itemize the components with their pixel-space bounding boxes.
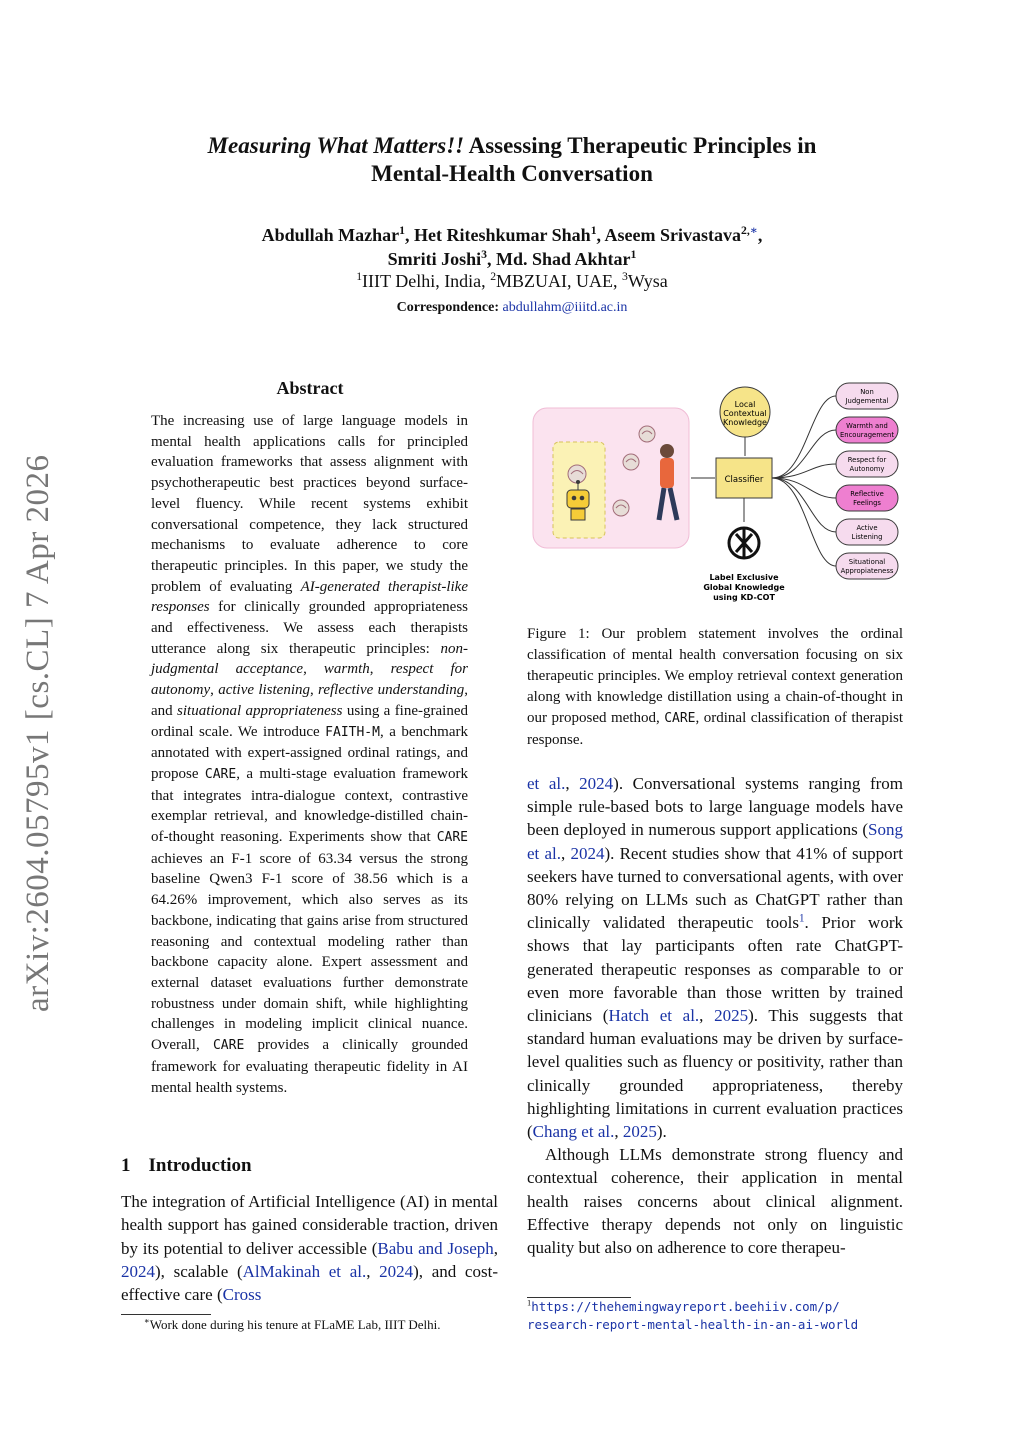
- abstract-text: provides a clinically grounded framework for evaluating therapeutic fidelity in AI mental health systems.: [151, 1037, 468, 1096]
- author-name: Smriti Joshi: [387, 249, 482, 269]
- abstract-text: ,: [310, 682, 319, 699]
- body-text: ).: [656, 1122, 667, 1142]
- paragraph: [527, 772, 903, 1143]
- abstract-mono: FAITH-M: [325, 724, 380, 740]
- paper-title: [0, 132, 1024, 188]
- label-pill-text: Reflective: [850, 490, 884, 498]
- body-text: Although LLMs demonstrate strong fluency and contextual coherence, their application in mental health raises concerns about clinical alignment. Effective therapy depends not only on linguistic quality but also on adherence to core therapeu-: [527, 1145, 903, 1258]
- affil-text: IIIT Delhi, India,: [362, 271, 491, 291]
- author-affil-sup-num: 2,: [741, 224, 750, 237]
- abstract-mono: CARE: [204, 766, 237, 782]
- footnote-url: [527, 1298, 858, 1334]
- footnote-mark: 1: [527, 1297, 532, 1308]
- intro-text: ,: [366, 1261, 380, 1281]
- author-list: Abdullah Mazhar$^1$, Het Riteshkumar Shah$^1$, Aseem Srivastava$^{2,∗}$, Smriti Joshi$^3$, Md. Shad Akhtar$^1$: [261, 224, 763, 269]
- title-italic: Measuring What Matters!!: [207, 133, 465, 158]
- label-pill: [836, 383, 898, 409]
- title-line1: Assessing Therapeutic Principles in: [464, 133, 817, 158]
- author-affil-sup: 1: [630, 248, 637, 261]
- abstract-text: ,: [369, 661, 391, 678]
- brain-icon: [613, 500, 629, 516]
- footnote-text: Work done during his tenure at FLaME Lab, IIIT Delhi.: [149, 1317, 441, 1332]
- local-label-line3: Knowledge: [723, 418, 767, 427]
- label-pill-text: Warmth and: [846, 422, 888, 430]
- footnote-mark: ∗: [144, 1315, 150, 1326]
- body-text: ). Recent studies show that 41% of support seekers have turned to conversational agents, with over 80% relying on LLMs such as ChatGPT rather than clinically validated therapeutic tools: [527, 843, 903, 933]
- affiliations: [0, 270, 1024, 292]
- abstract-body: [151, 411, 468, 1098]
- label-pill: [836, 417, 898, 443]
- abstract-italic: warmth: [323, 661, 370, 678]
- abstract-italic: reflective understanding: [318, 682, 465, 699]
- label-pill: [836, 519, 898, 545]
- correspondence-label: Correspondence:: [396, 300, 500, 315]
- figure-1-diagram: [531, 378, 903, 608]
- author-affil-sup: 3: [481, 248, 487, 261]
- author-affil-sup: 1: [399, 224, 405, 237]
- brain-icon: [623, 454, 639, 470]
- abstract-italic: situational appropriateness: [177, 702, 343, 719]
- paragraph: [527, 1143, 903, 1259]
- abstract-heading: Abstract: [276, 378, 344, 398]
- label-pill-text: Listening: [851, 533, 883, 541]
- body-text: ). Conversational systems ranging from simple rule-based bots to large language models have been deployed in numerous support applications (: [527, 774, 904, 840]
- citation-link[interactable]: 2024: [570, 843, 605, 863]
- label-connector: [772, 478, 836, 566]
- author-name: Md. Shad Akhtar: [495, 249, 631, 269]
- intro-text: ,: [493, 1238, 498, 1258]
- footnote-ref-link[interactable]: 1: [799, 912, 805, 925]
- abstract-italic: active listening: [218, 682, 310, 699]
- correspondence: [0, 299, 1024, 317]
- citation-link[interactable]: 2025: [622, 1122, 657, 1142]
- footnote-work-done: [144, 1316, 441, 1334]
- affil-text: Wysa: [627, 271, 668, 291]
- intro-text: The integration of Artificial Intelligence (AI) in mental health support has gained considerable traction, driven by its potential to deliver accessible (: [121, 1192, 498, 1258]
- abstract-text: , a benchmark annotated with expert-assigned ordinal ratings, and propose: [151, 723, 468, 782]
- abstract-text: , and: [151, 682, 468, 719]
- author-name: Aseem Srivastava: [604, 225, 742, 245]
- label-connector: [772, 396, 836, 478]
- label-pill: [836, 553, 898, 579]
- citation-link[interactable]: 2025: [714, 1006, 749, 1026]
- intro-text: ), scalable (: [155, 1261, 243, 1281]
- abstract-text: ,: [303, 661, 324, 678]
- global-label-line1: Label Exclusive: [709, 573, 779, 582]
- author-name: Abdullah Mazhar: [261, 225, 400, 245]
- footnote-divider: [121, 1314, 211, 1315]
- global-label-line2: Global Knowledge: [703, 583, 785, 592]
- section-number: 1: [121, 1155, 131, 1176]
- citation-link[interactable]: 2024: [579, 774, 614, 793]
- footnote-url-link[interactable]: research-report-mental-health-in-an-ai-world: [527, 1317, 859, 1332]
- abstract-text: using a fine-grained ordinal scale. We introduce: [151, 702, 468, 740]
- label-pill-text: Judgemental: [845, 397, 889, 405]
- local-label-line2: Contextual: [723, 409, 767, 418]
- body-text: ,: [565, 774, 580, 793]
- label-pill: [836, 485, 898, 511]
- abstract-italic: AI-generated therapist-like responses: [151, 578, 468, 616]
- brain-icon: [639, 426, 655, 442]
- author-affil-sup: [741, 224, 758, 237]
- abstract-mono: CARE: [436, 830, 468, 846]
- label-pill-group: [772, 383, 898, 579]
- abstract-italic: non-judgmental acceptance: [151, 640, 468, 678]
- label-pill-text: Situational: [848, 558, 886, 566]
- local-label-line1: Local: [734, 400, 756, 409]
- body-text: ). This suggests that standard human evaluations may be driven by surface-level qualities such as fluency or positivity, rather than clinically grounded appropriateness, thereby highlighting limitations in current evaluation practices (: [527, 1006, 904, 1142]
- caption-text: , ordinal classification of therapist response.: [527, 709, 903, 748]
- citation-link[interactable]: 2024: [121, 1261, 155, 1281]
- openai-logo-icon: [729, 528, 759, 558]
- intro-paragraph: [121, 1190, 498, 1306]
- citation-link[interactable]: Chang et al.: [532, 1122, 615, 1142]
- abstract-text: , a multi-stage evaluation framework that integrates intra-dialogue context, contrastive exemplar retrieval, and knowledge-distilled chain-of-thought reasoning. Experiments show that: [151, 765, 469, 846]
- abstract-italic: respect for autonomy: [151, 661, 468, 699]
- abstract-text: ,: [210, 682, 219, 699]
- caption-mono: CARE: [664, 710, 696, 726]
- abstract-text: The increasing use of large language models in mental health applications calls for principled evaluation frameworks that assess alignment with psychotherapeutic best practices beyond surface-level fluency. While recent systems exhibit conversational competence, they lack structured mechanisms to evaluate adherence to core therapeutic principles. In this paper, we study the problem of evaluating: [151, 413, 468, 595]
- author-affil-sup: 1: [590, 224, 597, 237]
- intro-text: ), and cost-effective care (: [121, 1261, 498, 1305]
- classifier-label: Classifier: [724, 475, 764, 485]
- label-pill-text: Autonomy: [849, 465, 885, 473]
- footnote-star-link[interactable]: ∗: [749, 224, 758, 237]
- section-heading-introduction: [121, 1155, 270, 1177]
- affil-sup: 1: [356, 270, 363, 283]
- citation-link[interactable]: 2024: [379, 1261, 414, 1281]
- figure-1-caption: [527, 624, 903, 750]
- affil-sup: 2: [490, 270, 497, 283]
- correspondence-email-link[interactable]: abdullahm@iiitd.ac.in: [502, 300, 628, 315]
- label-pill-text: Encouragement: [839, 431, 895, 439]
- abstract-text: achieves an F-1 score of 63.34 versus the strong baseline Qwen3 F-1 score of 38.56 which is a 64.26% improvement, which also serves as its backbone, indicating that gains arise from structured reasoning and contextual modeling rather than backbone capacity alone. Expert assessment and external dataset evaluations further demonstrate robustness under domain shift, while highlighting challenges in modeling implicit clinical nuance. Overall,: [151, 850, 468, 1054]
- label-pill-text: Active: [856, 524, 878, 532]
- caption-text: Figure 1: Our problem statement involves the ordinal classification of mental health conversation focusing on six therapeutic principles. We employ retrieval context generation along with knowledge distillation using a chain-of-thought in our proposed method,: [527, 626, 903, 726]
- label-pill-text: Appropiateness: [840, 567, 894, 575]
- label-pill-text: Non: [860, 388, 874, 396]
- global-label-line3: using KD-COT: [713, 593, 775, 602]
- citation-link[interactable]: et al.: [527, 774, 566, 793]
- section-title: Introduction: [148, 1155, 252, 1176]
- label-pill-text: Respect for: [847, 456, 887, 464]
- footnote-url-link[interactable]: https://thehemingwayreport.beehiiv.com/p/: [531, 1299, 840, 1314]
- body-text: ,: [614, 1122, 623, 1142]
- body-text: ,: [561, 843, 571, 863]
- right-column-body: [527, 772, 903, 1259]
- citation-link[interactable]: Hatch et al.: [608, 1006, 700, 1026]
- affil-sup: 3: [622, 270, 628, 283]
- body-text: . Prior work shows that lay participants often rate ChatGPT-generated therapeutic responses as comparable to or even more favorable than those written by trained clinicians (: [527, 913, 903, 1026]
- title-line2: Mental-Health Conversation: [371, 161, 653, 186]
- citation-link[interactable]: Cross: [222, 1285, 262, 1305]
- label-pill-text: Feelings: [853, 499, 881, 507]
- arxiv-identifier: arXiv:2604.05795v1 [cs.CL] 7 Apr 2026: [20, 454, 56, 1012]
- author-name: Het Riteshkumar Shah: [413, 225, 591, 245]
- abstract-mono: CARE: [212, 1038, 245, 1054]
- affil-text: MBZUAI, UAE,: [496, 271, 623, 291]
- body-text: ,: [699, 1006, 715, 1026]
- citation-link[interactable]: Song et al.: [527, 820, 903, 863]
- citation-link[interactable]: AlMakinah et al.: [242, 1261, 367, 1281]
- citation-link[interactable]: Babu and Joseph: [377, 1238, 494, 1258]
- abstract-text: for clinically grounded appropriateness and effectiveness. We assess each therapists utterance along six therapeutic principles:: [151, 599, 468, 657]
- label-pill: [836, 451, 898, 477]
- label-connector: [772, 430, 836, 478]
